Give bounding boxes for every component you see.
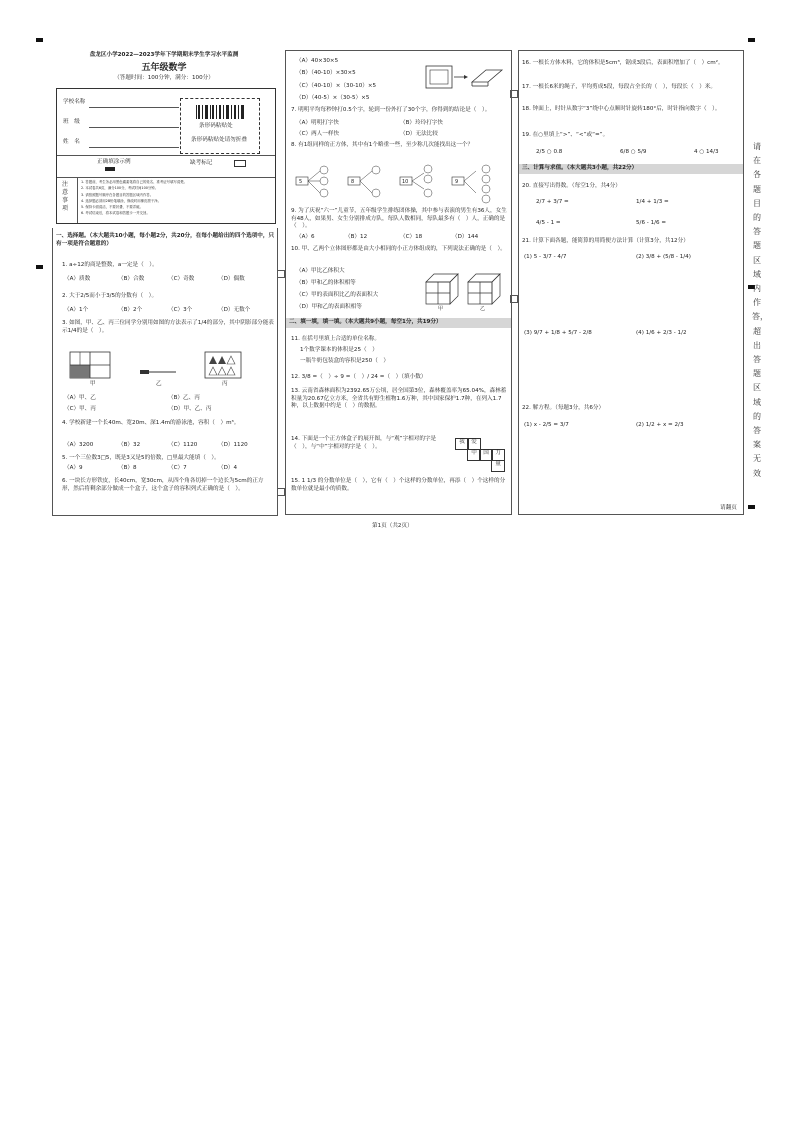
notes-list: 1. 答题前，考生务必用黑色碳素笔将自己的姓名、准考证号填写清楚。 2. 本试卷共6页，满分100分，考试时间100分钟。 3. 请按照题号顺序在各题目的答题区域内作答。 4. 选择题必须用2B铅笔填涂，修改时用橡皮擦干净。 5. 保持卡面清洁，不要折叠、不要弄破。 6. 考试结束后，将本试卷和答题卡一并交回。 — [81, 180, 188, 216]
svg-text:5: 5 — [299, 179, 303, 185]
section3-title: 三、计算与求值。（本大题共3小题，共22分） — [519, 164, 743, 174]
q20-item-2: 1/4 + 1/3 = — [636, 199, 669, 205]
q6-option-d[interactable]: （D）（40-5）×（30-5）×5 — [296, 95, 370, 101]
q6-option-c[interactable]: （C）（40-10）×（30-10）×5 — [296, 83, 377, 89]
q1-stem: 1. a÷12的商是整数，a一定是（ ）。 — [62, 262, 158, 268]
q10-option-a[interactable]: （A）甲比乙体积大 — [296, 268, 345, 274]
q16-stem: 16. 一根长方体木料，它的体积是5cm³，锯成3段后，表面积增加了（ ）cm²。 — [522, 60, 724, 66]
q18-stem: 18. 钟面上，时针从数字“3”绕中心点顺时针旋转180°后，时针指向数字（ ）。 — [522, 106, 721, 112]
svg-text:10: 10 — [402, 179, 409, 185]
q7-option-c[interactable]: （C）两人一样快 — [296, 131, 340, 137]
q1-option-d[interactable]: （D）偶数 — [218, 276, 245, 282]
q7-option-a[interactable]: （A）明明打字快 — [296, 120, 339, 126]
q9-stem: 9. 为了庆祝“六一”儿童节，五年级学生排练团体操，其中参与表演的男生有36人，女生有48人，如果男、女生分别排成方队，每队人数相同，每队最多有（ ）人，正确的是（ ）。 — [291, 208, 507, 230]
q5-stem: 5. 一个三位数3□5，既是3又是5的倍数，□里最大能填（ ）。 — [62, 455, 220, 461]
q14-cell: 国 — [479, 449, 493, 461]
q22-item-2: (2) 1/2 + x = 2/3 — [636, 422, 684, 428]
q1-option-b[interactable]: （B）合数 — [118, 276, 145, 282]
q7-option-d[interactable]: （D）无法比较 — [400, 131, 438, 137]
q6-option-a[interactable]: （A）40×30×5 — [296, 58, 339, 64]
q20-item-3: 4/5 - 1 = — [536, 220, 561, 226]
q5-option-c[interactable]: （C）7 — [168, 465, 187, 471]
class-label: 班 级 — [63, 119, 80, 125]
registration-mark — [36, 38, 43, 42]
q4-stem: 4. 学校新建一个长40m、宽20m、深1.4m的游泳池，容积（ ）m³。 — [62, 420, 240, 426]
q3-option-b[interactable]: （B）乙、丙 — [168, 395, 200, 401]
q21-item-1: (1) 5 - 3/7 - 4/7 — [524, 254, 567, 260]
q2-option-b[interactable]: （B）2个 — [118, 307, 143, 313]
q11a: 1个数学课本的体积是25（ ） — [300, 347, 378, 353]
q5-option-d[interactable]: （D）4 — [218, 465, 238, 471]
school-title: 盘龙区小学2022—2023学年下学期期末学生学习水平监测 — [89, 52, 239, 58]
q19-item-1[interactable]: 2/5 ○ 0.8 — [536, 149, 563, 155]
q21-stem: 21. 计算下面各题，能简算的用简便方法计算（计算3分，共12分） — [522, 238, 689, 244]
q10-stem: 10. 甲、乙两个立体图形都是由大小相同的小正方体组成的，下列说法正确的是（ ）。 — [291, 246, 506, 252]
q10-option-d[interactable]: （D）甲和乙的表面积相等 — [296, 304, 362, 310]
q20-item-4: 5/6 - 1/6 = — [636, 220, 667, 226]
notes-title: 注意事项 — [62, 181, 69, 212]
column-3-border — [518, 50, 744, 515]
q10-cube-figures — [424, 268, 504, 312]
registration-mark — [748, 38, 755, 42]
barcode-area — [180, 98, 260, 154]
section2-title: 二、填一填，填一填。（本大题共9小题，每空1分，共19分） — [286, 318, 511, 328]
q14-cell: 力 — [491, 449, 505, 461]
side-box — [277, 488, 285, 496]
svg-text:甲: 甲 — [438, 306, 444, 312]
q6-figure — [424, 64, 504, 90]
q7-stem: 7. 明明平均每秒钟打0.5个字，轮到一份外打了30个字，你得到的结论是（ ）。 — [291, 107, 491, 113]
q4-option-c[interactable]: （C）1120 — [168, 442, 198, 448]
q1-option-c[interactable]: （C）奇数 — [168, 276, 195, 282]
page-number: 第1页（共2页） — [372, 523, 413, 529]
registration-mark — [36, 265, 43, 269]
fill-example-mark — [105, 167, 115, 171]
q6-option-b[interactable]: （B）（40-10）×30×5 — [296, 70, 356, 76]
q22-stem: 22. 解方程。（每题3分，共6分） — [522, 405, 605, 411]
q3-label-jia: 甲 — [90, 381, 96, 387]
q19-stem: 19. 在○里填上“>”、“<”或“=”。 — [522, 132, 609, 138]
q6-stem: 6. 一块长方形铁皮，长40cm，宽30cm，从四个角各切掉一个边长为5cm的正方形，然后将剩余部分做成一个盒子，这个盒子的容积列式正确的是（ ）。 — [62, 478, 264, 492]
fill-example-label: 正确填涂示例 — [97, 159, 131, 165]
name-label: 姓 名 — [63, 139, 80, 145]
column-1-border — [52, 228, 278, 516]
q3-option-c[interactable]: （C）甲、丙 — [64, 406, 96, 412]
svg-text:8: 8 — [351, 179, 355, 185]
barcode-label: 条形码粘贴处 — [199, 123, 233, 129]
q14-net — [455, 438, 505, 472]
q10-option-b[interactable]: （B）甲和乙的体积相等 — [296, 280, 356, 286]
q4-option-b[interactable]: （B）32 — [118, 442, 141, 448]
q5-option-a[interactable]: （A）9 — [64, 465, 83, 471]
q15-stem: 15. 1 1/3 的分数单位是（ ），它有（ ）个这样的分数单位，再添（ ）个这样的分数单位就是最小的质数。 — [291, 478, 506, 492]
q11b: 一瓶牛奶包装盒的容积是250（ ） — [300, 358, 389, 364]
section1-title: 一、选择题。（本大题共10小题，每小题2分，共20分，在每小题给出的四个选项中，只有一项是符合题意的） — [56, 233, 275, 247]
svg-text:9: 9 — [455, 179, 459, 185]
q3-stem: 3. 如图，甲、乙、丙三位同学分别用如图的方法表示了1/4的部分，其中阴影部分能表示1/4的是（ ）。 — [62, 320, 274, 334]
side-instruction-text: 请在各题目的答题区域内作答，超出答题区域的答案无效 — [752, 142, 768, 478]
absent-label: 缺考标记 — [190, 160, 213, 166]
q13-stem: 13. 云南省森林面积为2392.65万公顷，居全国第3位，森林覆盖率为65.04%，森林蓄积量为20.67亿立方米，全省共有野生植物1.6万种，其中国家保护1.7种，在列入1.7种，以上数据中约是（ ）的数据。 — [291, 388, 507, 410]
side-box — [510, 295, 518, 303]
q21-item-2: (2) 3/8 + (5/8 - 1/4) — [636, 254, 691, 260]
school-label: 学校名称 — [63, 99, 86, 105]
svg-text:乙: 乙 — [480, 306, 486, 312]
barcode-note: 条形码粘贴处请勿折叠 — [191, 137, 247, 143]
q19-item-2[interactable]: 6/8 ○ 5/9 — [620, 149, 647, 155]
q2-option-d[interactable]: （D）无数个 — [218, 307, 251, 313]
q1-option-a[interactable]: （A）质数 — [64, 276, 91, 282]
q2-option-c[interactable]: （C）3个 — [168, 307, 193, 313]
q10-option-c[interactable]: （C）甲的表面积比乙的表面积大 — [296, 292, 379, 298]
q14-cell: 中 — [467, 449, 481, 461]
q3-option-a[interactable]: （A）甲、乙 — [64, 395, 96, 401]
q19-item-3[interactable]: 4 ○ 14/3 — [694, 149, 719, 155]
q14-stem: 14. 下面是一个正方体盒子的展开图，与“观”字相对的字是（ ），与“中”字相对的字是（ ）。 — [291, 436, 437, 450]
next-page-label: 请翻页 — [720, 505, 737, 511]
q8-tree-diagrams — [296, 165, 506, 205]
q22-item-1: (1) x - 2/5 = 3/7 — [524, 422, 569, 428]
grade-title: 五年级数学 — [141, 63, 187, 73]
q21-item-3: (3) 9/7 + 1/8 + 5/7 - 2/8 — [524, 330, 592, 336]
q14-cell: 爱 — [467, 438, 481, 450]
q3-label-yi: 乙 — [156, 381, 162, 387]
exam-info: （答题时间：100分钟，满分：100分） — [114, 75, 214, 81]
q9-option-c[interactable]: （C）18 — [400, 234, 423, 240]
q5-option-b[interactable]: （B）8 — [118, 465, 137, 471]
side-box — [277, 270, 285, 278]
q17-stem: 17. 一根长6米的绳子，平均剪成5段，每段占全长的（ ），每段长（ ）米。 — [522, 84, 716, 90]
q4-option-d[interactable]: （D）1120 — [218, 442, 248, 448]
absent-box[interactable] — [234, 160, 246, 167]
q11-stem: 11. 在括号里填上合适的单位名称。 — [291, 336, 380, 342]
q4-option-a[interactable]: （A）3200 — [64, 442, 94, 448]
q21-item-4: (4) 1/6 + 2/3 - 1/2 — [636, 330, 687, 336]
q14-cell: 我 — [455, 438, 469, 450]
q20-item-1: 2/7 + 3/7 = — [536, 199, 569, 205]
q14-cell: 量 — [491, 460, 505, 472]
q8-stem: 8. 有1组同样的正方体，其中有1个略重一些，至少称几次能找出这一个？ — [291, 142, 474, 148]
q20-stem: 20. 直接写出得数。（每空1分，共4分） — [522, 183, 621, 189]
q7-option-b[interactable]: （B）玲玲打字快 — [400, 120, 443, 126]
q3-label-bing: 丙 — [222, 381, 228, 387]
q2-stem: 2. 大于2/5而小于3/5的分数有（ ）。 — [62, 293, 158, 299]
q9-option-a[interactable]: （A）6 — [296, 234, 315, 240]
q3-option-d[interactable]: （D）甲、乙、丙 — [168, 406, 212, 412]
registration-mark — [748, 505, 755, 509]
side-box — [510, 90, 518, 98]
barcode-graphic — [196, 105, 246, 119]
q2-option-a[interactable]: （A）1个 — [64, 307, 89, 313]
q9-option-d[interactable]: （D）144 — [452, 234, 479, 240]
q12-stem: 12. 3/8 =（ ）÷ 9 =（ ）/ 24 =（ ）（填小数） — [291, 374, 427, 380]
q9-option-b[interactable]: （B）12 — [345, 234, 368, 240]
